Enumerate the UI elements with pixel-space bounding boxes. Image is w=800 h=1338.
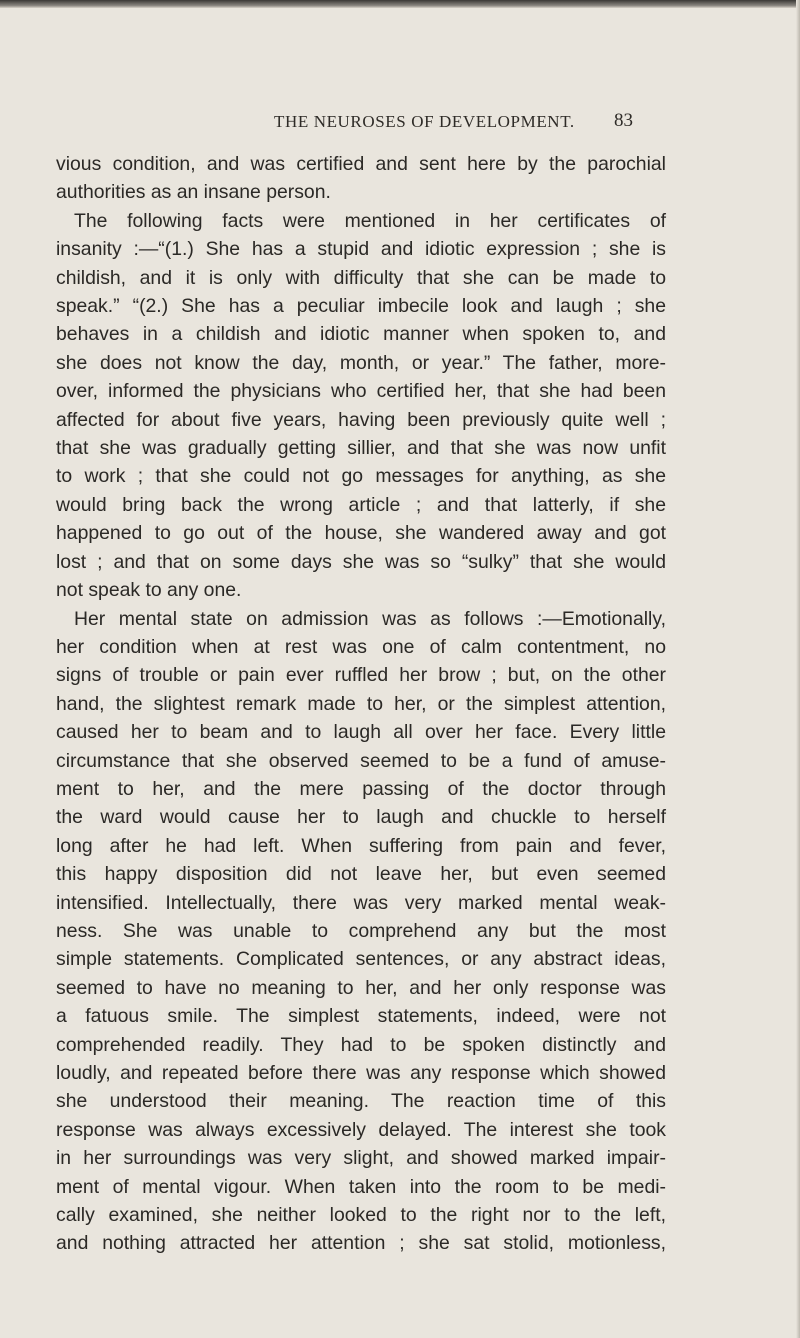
running-title: THE NEUROSES OF DEVELOPMENT. — [274, 112, 575, 131]
body-text — [56, 150, 796, 1258]
text-line: this happy disposition did not leave her, but even seemed — [56, 863, 666, 886]
text-line: circumstance that she observed seemed to be a fund of amuse- — [56, 749, 666, 772]
text-line: she understood their meaning. The reaction time of this — [56, 1090, 666, 1113]
text-line: the ward would cause her to laugh and chuckle to herself — [56, 806, 666, 829]
text-line: and nothing attracted her attention ; she sat stolid, motionless, — [56, 1232, 666, 1255]
text-line: long after he had left. When suffering from pain and fever, — [56, 834, 666, 857]
text-line: lost ; and that on some days she was so “sulky” that she would — [56, 550, 666, 573]
text-line: to work ; that she could not go messages for anything, as she — [56, 465, 666, 488]
text-line: would bring back the wrong article ; and that latterly, if she — [56, 493, 666, 516]
book-page — [56, 112, 796, 1258]
text-line: behaves in a childish and idiotic manner when spoken to, and — [56, 323, 666, 346]
text-line: a fatuous smile. The simplest statements, indeed, were not — [56, 1005, 666, 1028]
text-line: over, informed the physicians who certified her, that she had been — [56, 380, 666, 403]
text-line: insanity :—“(1.) She has a stupid and idiotic expression ; she is — [56, 238, 666, 261]
text-line: authorities as an insane person. — [56, 181, 331, 204]
page-right-edge — [796, 0, 800, 1338]
text-line: Her mental state on admission was as follows :—Emotionally, — [74, 607, 666, 630]
text-line: happened to go out of the house, she wandered away and got — [56, 522, 666, 545]
text-line: seemed to have no meaning to her, and her only response was — [56, 976, 666, 999]
page-number: 83 — [614, 110, 633, 131]
text-line: affected for about five years, having been previously quite well ; — [56, 408, 666, 431]
text-line: intensified. Intellectually, there was very marked mental weak- — [56, 891, 666, 914]
text-line: her condition when at rest was one of calm contentment, no — [56, 635, 666, 658]
text-line: loudly, and repeated before there was any response which showed — [56, 1062, 666, 1084]
text-line: vious condition, and was certified and sent here by the parochial — [56, 153, 666, 175]
text-line: caused her to beam and to laugh all over her face. Every little — [56, 721, 666, 744]
text-line: childish, and it is only with difficulty that she can be made to — [56, 266, 666, 289]
text-line: she does not know the day, month, or year.” The father, more- — [56, 351, 666, 374]
text-line: not speak to any one. — [56, 579, 242, 602]
text-line: hand, the slightest remark made to her, or the simplest attention, — [56, 692, 666, 715]
text-line: that she was gradually getting sillier, and that she was now unfit — [56, 437, 666, 460]
text-line: speak.” “(2.) She has a peculiar imbecile look and laugh ; she — [56, 295, 666, 318]
text-line: The following facts were mentioned in her certificates of — [74, 209, 666, 232]
text-line: cally examined, she neither looked to the right nor to the left, — [56, 1204, 666, 1227]
running-head — [56, 112, 796, 138]
text-line: ment to her, and the mere passing of the doctor through — [56, 777, 666, 800]
text-line: simple statements. Complicated sentences, or any abstract ideas, — [56, 948, 666, 971]
text-line: in her surroundings was very slight, and showed marked impair- — [56, 1147, 666, 1170]
page-top-edge — [0, 0, 800, 8]
text-line: response was always excessively delayed. The interest she took — [56, 1118, 666, 1141]
text-line: comprehended readily. They had to be spoken distinctly and — [56, 1033, 666, 1056]
text-line: ness. She was unable to comprehend any but the most — [56, 919, 666, 942]
text-line: ment of mental vigour. When taken into the room to be medi- — [56, 1175, 666, 1198]
text-line: signs of trouble or pain ever ruffled her brow ; but, on the other — [56, 664, 666, 687]
